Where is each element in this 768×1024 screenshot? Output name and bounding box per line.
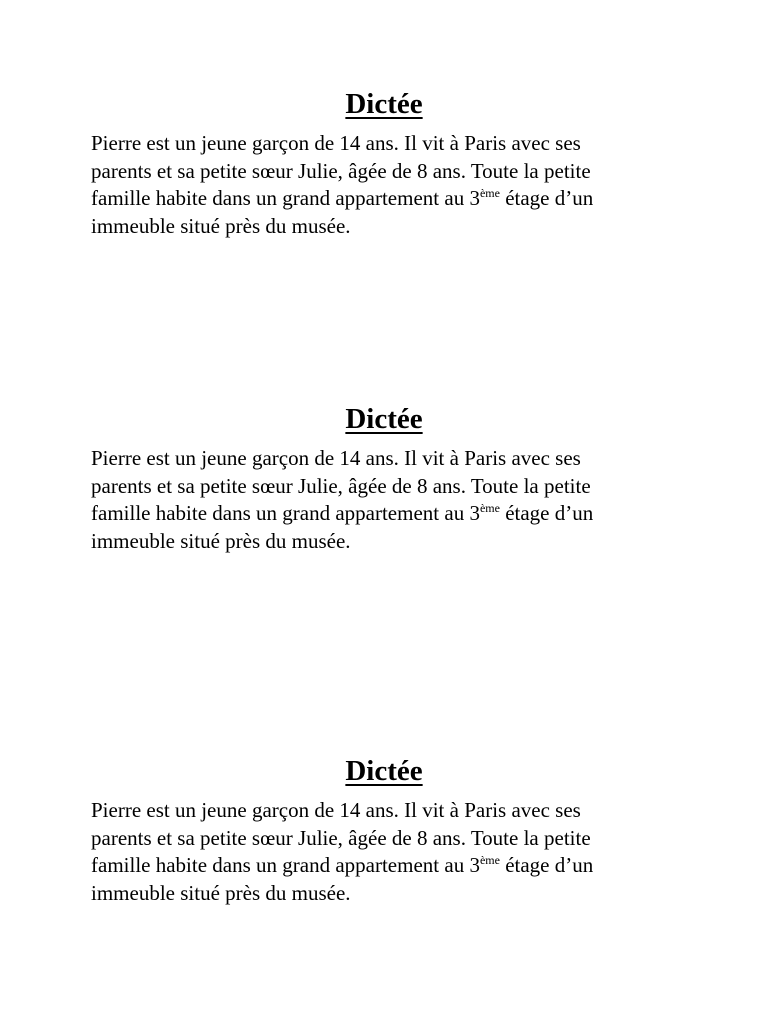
ordinal-superscript: ème <box>479 186 500 200</box>
dictation-title: Dictée <box>345 88 423 120</box>
paragraph-line: immeuble situé près du musée. <box>91 880 351 905</box>
paragraph-line: parents et sa petite sœur Julie, âgée de 8 ans. Toute la petite <box>91 825 591 850</box>
dictation-paragraph <box>91 445 681 555</box>
paragraph-line: Pierre est un jeune garçon de 14 ans. Il vit à Paris avec ses <box>91 131 581 155</box>
paragraph-line: immeuble situé près du musée. <box>91 528 351 553</box>
paragraph-line: Pierre est un jeune garçon de 14 ans. Il vit à Paris avec ses <box>91 798 581 822</box>
paragraph-line: famille habite dans un grand appartement au 3ème étage d’un <box>91 853 594 877</box>
paragraph-line: parents et sa petite sœur Julie, âgée de 8 ans. Toute la petite <box>91 473 591 498</box>
dictation-paragraph <box>91 797 681 907</box>
paragraph-line: parents et sa petite sœur Julie, âgée de 8 ans. Toute la petite <box>91 158 591 183</box>
paragraph-line: Pierre est un jeune garçon de 14 ans. Il vit à Paris avec ses <box>91 446 581 470</box>
dictation-title: Dictée <box>345 755 423 787</box>
dictation-block <box>91 86 681 240</box>
paragraph-line: famille habite dans un grand appartement au 3ème étage d’un <box>91 501 594 525</box>
dictation-block <box>91 401 681 555</box>
ordinal-superscript: ème <box>479 853 500 867</box>
paragraph-line: famille habite dans un grand appartement au 3ème étage d’un <box>91 186 594 210</box>
paragraph-line: immeuble situé près du musée. <box>91 213 351 238</box>
ordinal-superscript: ème <box>479 501 500 515</box>
dictation-block <box>91 753 681 907</box>
dictation-paragraph <box>91 130 681 240</box>
dictation-title: Dictée <box>345 403 423 435</box>
